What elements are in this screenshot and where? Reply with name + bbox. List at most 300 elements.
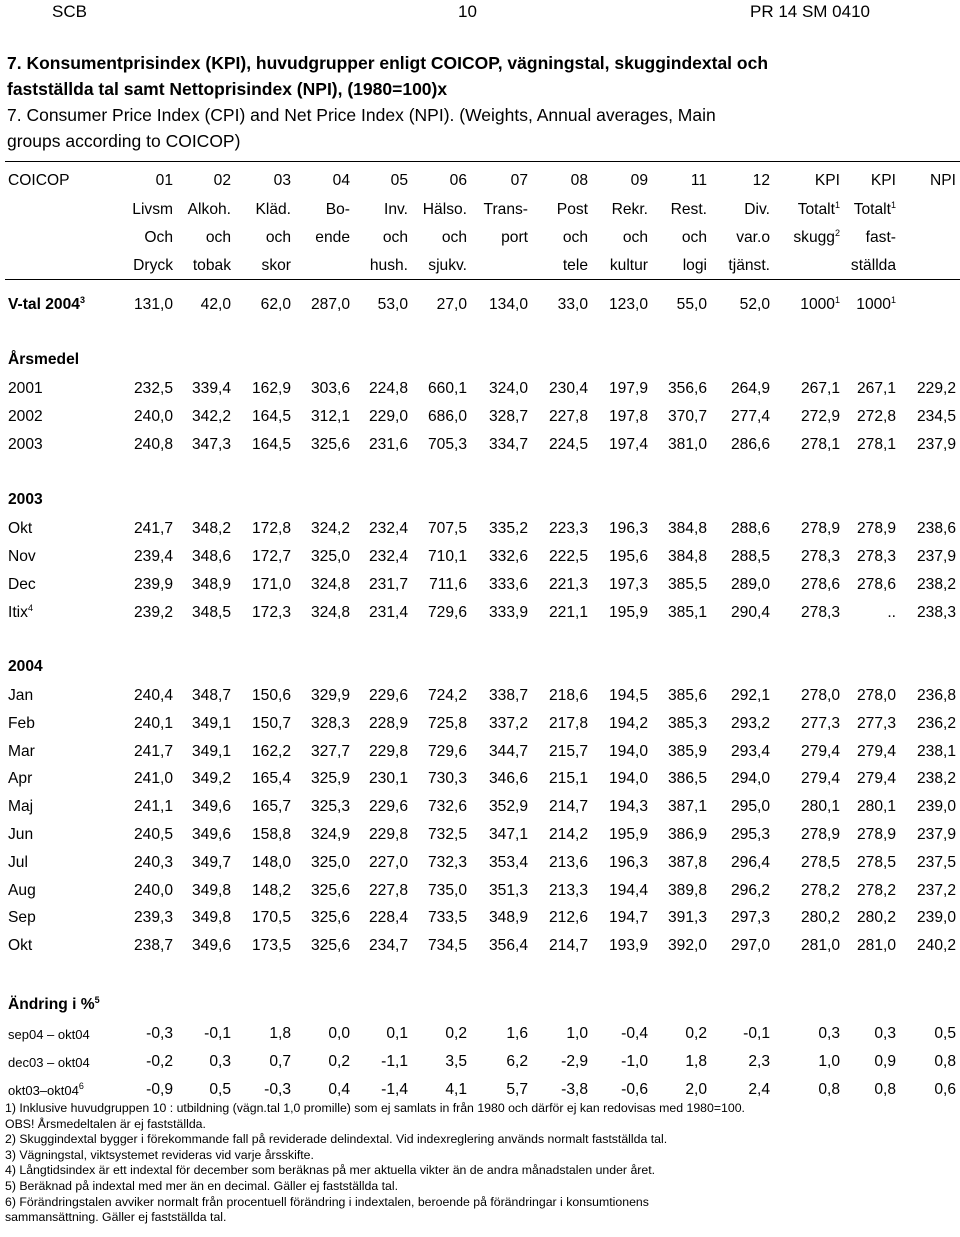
data-cell: 724,2 xyxy=(427,687,467,704)
data-cell: 148,2 xyxy=(251,881,291,899)
data-cell: 294,0 xyxy=(730,770,770,788)
data-cell: -2,9 xyxy=(561,1053,588,1070)
data-cell: 348,6 xyxy=(191,548,231,565)
title-en-line1: 7. Consumer Price Index (CPI) and Net Price Index (NPI). (Weights, Annual averages, Main xyxy=(7,105,716,125)
data-cell: 53,0 xyxy=(377,296,408,313)
data-cell: 215,7 xyxy=(548,742,588,760)
data-cell: 710,1 xyxy=(427,548,467,565)
header-cell: 09 xyxy=(630,172,648,189)
data-cell: 329,9 xyxy=(310,687,350,704)
data-cell: 232,4 xyxy=(368,548,408,565)
data-cell: 229,8 xyxy=(368,826,408,843)
data-cell: 52,0 xyxy=(739,296,770,313)
data-cell: 224,8 xyxy=(368,380,408,397)
data-cell: 347,3 xyxy=(191,436,231,453)
header-cell: ende xyxy=(315,229,350,246)
header-cell: Totalt$^1$ xyxy=(853,200,896,218)
data-cell: 349,6 xyxy=(191,826,231,843)
table-row xyxy=(0,770,960,792)
data-cell: 238,7 xyxy=(133,937,173,955)
data-cell: 240,5 xyxy=(133,826,173,843)
footnote-line: 2) Skuggindextal bygger i förekommande fall på reviderade delindextal. Vid indexreglering används normalt fastställda tal. xyxy=(5,1132,668,1147)
title-sv-line1: 7. Konsumentprisindex (KPI), huvudgrupper enligt COICOP, vägningstal, skuggindextal och xyxy=(7,53,769,73)
table-row xyxy=(0,882,960,904)
data-cell: 62,0 xyxy=(260,296,291,313)
data-cell: 348,7 xyxy=(191,687,231,704)
data-cell: 386,9 xyxy=(667,826,707,843)
header-cell: 01 xyxy=(155,172,173,189)
footnote-line: sammansättning. Gäller ej fastställda tal. xyxy=(5,1210,227,1225)
data-cell: 236,8 xyxy=(916,687,956,704)
data-cell: -0,6 xyxy=(621,1081,648,1098)
data-cell: 277,4 xyxy=(730,408,770,425)
data-cell: 729,6 xyxy=(427,604,467,621)
data-cell: 196,3 xyxy=(608,853,648,871)
data-cell: 229,0 xyxy=(368,408,408,425)
data-cell: 351,3 xyxy=(488,881,528,899)
table-row xyxy=(0,854,960,876)
data-cell: 312,1 xyxy=(310,408,350,425)
table-row xyxy=(0,436,960,458)
table-row xyxy=(0,743,960,765)
data-cell: 171,0 xyxy=(251,576,291,593)
data-cell: 0,2 xyxy=(328,1053,350,1070)
data-cell: 349,1 xyxy=(191,714,231,732)
data-cell: 349,1 xyxy=(191,742,231,760)
superscript: 2 xyxy=(834,228,840,238)
data-cell: 385,5 xyxy=(667,576,707,593)
header-cell: KPI xyxy=(870,172,896,189)
data-cell: 332,6 xyxy=(488,548,528,565)
data-cell: 0,1 xyxy=(386,1025,408,1042)
data-cell: 660,1 xyxy=(427,380,467,397)
data-cell: 33,0 xyxy=(557,296,588,313)
header-cell: och xyxy=(205,229,231,246)
data-cell: 279,4 xyxy=(856,770,896,788)
data-cell: 0,2 xyxy=(445,1025,467,1042)
data-cell: 278,5 xyxy=(856,853,896,871)
data-cell: 733,5 xyxy=(427,909,467,927)
header-cell: och xyxy=(562,229,588,246)
header-page-number: 10 xyxy=(458,2,477,21)
data-cell: 278,2 xyxy=(856,881,896,899)
data-cell: 213,6 xyxy=(548,853,588,871)
header-cell: ställda xyxy=(850,257,896,274)
data-cell: 241,7 xyxy=(133,742,173,760)
data-cell: 1,8 xyxy=(269,1025,291,1042)
table-row xyxy=(0,715,960,737)
data-cell: 385,6 xyxy=(667,687,707,704)
data-cell: 2,4 xyxy=(748,1081,770,1098)
row-label: Aug xyxy=(8,881,36,899)
table-row xyxy=(0,604,960,626)
data-cell: 279,4 xyxy=(856,742,896,760)
superscript: 1 xyxy=(834,200,840,210)
data-cell: -1,0 xyxy=(621,1053,648,1070)
header-row xyxy=(0,172,960,194)
data-cell: 277,3 xyxy=(856,714,896,732)
footnote-line: 5) Beräknad på indextal med mer än en decimal. Gäller ej fastställda tal. xyxy=(5,1178,399,1193)
data-cell: 348,5 xyxy=(191,604,231,621)
superscript: 5 xyxy=(94,995,100,1005)
data-cell: 240,4 xyxy=(133,687,173,704)
data-cell: 325,6 xyxy=(310,881,350,899)
data-cell: -0,3 xyxy=(146,1025,173,1042)
header-cell: Bo- xyxy=(325,201,350,218)
data-cell: 278,3 xyxy=(800,548,840,565)
header-cell: tele xyxy=(562,257,588,274)
data-cell: 0,2 xyxy=(685,1025,707,1042)
data-cell: 356,6 xyxy=(667,380,707,397)
footnote-line: 3) Vägningstal, viktsystemet revideras vid varje årsskifte. xyxy=(5,1147,314,1162)
row-label: Apr xyxy=(8,770,33,788)
data-cell: 391,3 xyxy=(667,909,707,927)
data-cell: 172,3 xyxy=(251,604,291,621)
data-cell: 267,1 xyxy=(856,380,896,397)
data-cell: 296,4 xyxy=(730,853,770,871)
header-cell: och xyxy=(681,229,707,246)
data-cell: 324,9 xyxy=(310,826,350,843)
table-row xyxy=(0,1025,960,1047)
data-cell: 239,4 xyxy=(133,548,173,565)
data-cell: 385,3 xyxy=(667,714,707,732)
data-cell: 164,5 xyxy=(251,436,291,453)
data-cell: 214,7 xyxy=(548,798,588,816)
data-cell: 239,0 xyxy=(916,909,956,927)
header-cell: tjänst. xyxy=(728,257,770,274)
data-cell: 0,3 xyxy=(209,1053,231,1070)
table-row xyxy=(0,408,960,430)
data-cell: 195,9 xyxy=(608,604,648,621)
data-cell: 325,9 xyxy=(310,770,350,788)
data-cell: 234,5 xyxy=(916,408,956,425)
data-cell: 227,8 xyxy=(548,408,588,425)
header-cell: Rekr. xyxy=(611,201,648,218)
data-cell: 334,7 xyxy=(488,436,528,453)
data-cell: -0,3 xyxy=(264,1081,291,1098)
data-cell: 194,5 xyxy=(608,687,648,704)
data-cell: 327,7 xyxy=(310,742,350,760)
row-label: Mar xyxy=(8,742,35,760)
data-cell: 324,8 xyxy=(310,576,350,593)
data-cell: 290,4 xyxy=(730,604,770,621)
header-cell: Totalt$^1$ xyxy=(797,200,840,218)
data-cell: 385,9 xyxy=(667,742,707,760)
data-cell: 240,0 xyxy=(133,408,173,425)
data-cell: 228,9 xyxy=(368,714,408,732)
header-cell: Hälso. xyxy=(422,201,467,218)
data-cell: 0,6 xyxy=(934,1081,956,1098)
data-cell: 238,1 xyxy=(916,742,956,760)
header-cell: hush. xyxy=(369,257,408,274)
data-cell: 353,4 xyxy=(488,853,528,871)
data-cell: 1000$^1$ xyxy=(856,295,896,313)
data-cell: 194,3 xyxy=(608,798,648,816)
data-cell: 221,1 xyxy=(548,604,588,621)
header-cell: 07 xyxy=(510,172,528,189)
data-cell: 337,2 xyxy=(488,714,528,732)
data-cell: 0,8 xyxy=(818,1081,840,1098)
data-cell: 2,3 xyxy=(748,1053,770,1070)
data-cell: 278,0 xyxy=(800,687,840,704)
data-cell: 238,6 xyxy=(916,520,956,537)
data-cell: 279,4 xyxy=(800,742,840,760)
data-cell: 170,5 xyxy=(251,909,291,927)
footnotes xyxy=(5,1101,955,1226)
data-cell: 0,8 xyxy=(874,1081,896,1098)
table-row xyxy=(0,798,960,820)
data-cell: 1,0 xyxy=(566,1025,588,1042)
data-cell: 240,3 xyxy=(133,853,173,871)
data-cell: 240,0 xyxy=(133,881,173,899)
data-cell: 162,9 xyxy=(251,380,291,397)
data-cell: 387,1 xyxy=(667,798,707,816)
data-cell: 389,8 xyxy=(667,881,707,899)
data-cell: 280,1 xyxy=(856,798,896,816)
data-cell: 158,8 xyxy=(251,826,291,843)
header-row xyxy=(0,257,960,279)
row-label: V-tal 2004$^3$ xyxy=(8,295,85,313)
row-label: dec03 – okt04 xyxy=(8,1055,90,1070)
data-cell: 734,5 xyxy=(427,937,467,955)
data-cell: 347,1 xyxy=(488,826,528,843)
data-cell: 328,7 xyxy=(488,408,528,425)
header-cell: 06 xyxy=(449,172,467,189)
section-heading: Årsmedel xyxy=(8,351,80,368)
data-cell: 150,6 xyxy=(251,687,291,704)
data-cell: 230,4 xyxy=(548,380,588,397)
data-cell: 287,0 xyxy=(310,296,350,313)
data-cell: 297,0 xyxy=(730,937,770,955)
table-row xyxy=(0,826,960,848)
data-cell: 231,4 xyxy=(368,604,408,621)
header-right: PR 14 SM 0410 xyxy=(749,2,870,21)
data-cell: 348,9 xyxy=(488,909,528,927)
data-cell: 1,0 xyxy=(818,1053,840,1070)
data-cell: 194,4 xyxy=(608,881,648,899)
data-cell: 288,6 xyxy=(730,520,770,537)
data-cell: 278,3 xyxy=(800,604,840,621)
footnote-line: OBS! Årsmedeltalen är ej fastställda. xyxy=(5,1116,206,1131)
title-sv-line2: fastställda tal samt Nettoprisindex (NPI), (1980=100)x xyxy=(7,79,448,99)
data-cell: 325,0 xyxy=(310,853,350,871)
data-cell: 348,9 xyxy=(191,576,231,593)
row-label: 2003 xyxy=(8,436,43,453)
header-cell: Dryck xyxy=(133,257,173,274)
row-label: sep04 – okt04 xyxy=(8,1027,90,1042)
data-cell: 0,4 xyxy=(328,1081,350,1098)
data-cell: 293,4 xyxy=(730,742,770,760)
header-cell: 11 xyxy=(690,172,707,189)
footnote-line: 4) Långtidsindex är ett indextal för december som beräknas på mer aktuella vikter än de andra månadstalen under året. xyxy=(5,1163,656,1178)
data-cell: 280,2 xyxy=(856,909,896,927)
header-cell: Trans- xyxy=(483,201,528,218)
row-label: Jul xyxy=(8,853,28,871)
data-cell: 239,0 xyxy=(916,798,956,816)
row-label: Jan xyxy=(8,687,34,704)
data-cell: 349,6 xyxy=(191,937,231,955)
data-cell: 281,0 xyxy=(800,937,840,955)
header-cell: 04 xyxy=(332,172,350,189)
row-label: Nov xyxy=(8,548,36,565)
data-cell: 686,0 xyxy=(427,408,467,425)
data-cell: -0,2 xyxy=(146,1053,173,1070)
data-cell: 195,9 xyxy=(608,826,648,843)
data-cell: 148,0 xyxy=(251,853,291,871)
data-cell: 123,0 xyxy=(608,296,648,313)
data-cell: 237,9 xyxy=(916,826,956,843)
data-cell: 278,2 xyxy=(800,881,840,899)
data-cell: 735,0 xyxy=(427,881,467,899)
header-cell: Kläd. xyxy=(255,201,291,218)
data-cell: 392,0 xyxy=(667,937,707,955)
data-cell: 0,3 xyxy=(818,1025,840,1042)
data-cell: 42,0 xyxy=(200,296,231,313)
table-row xyxy=(0,548,960,570)
data-cell: 218,6 xyxy=(548,687,588,704)
data-cell: 4,1 xyxy=(445,1081,467,1098)
data-cell: 264,9 xyxy=(730,380,770,397)
data-cell: 325,3 xyxy=(310,798,350,816)
data-cell: 194,7 xyxy=(608,909,648,927)
table-row xyxy=(0,296,960,318)
data-cell: 232,4 xyxy=(368,520,408,537)
data-cell: 162,2 xyxy=(251,742,291,760)
row-label: Okt xyxy=(8,937,33,955)
data-cell: 279,4 xyxy=(800,770,840,788)
row-label: Sep xyxy=(8,909,36,927)
header-cell: Alkoh. xyxy=(187,201,231,218)
row-label: Jun xyxy=(8,826,34,843)
data-cell: 195,6 xyxy=(608,548,648,565)
title-en-line2: groups according to COICOP) xyxy=(7,131,241,151)
data-cell: 164,5 xyxy=(251,408,291,425)
row-label: Dec xyxy=(8,576,36,593)
section-heading: Ändring i %$^5$ xyxy=(8,995,100,1013)
data-cell: 277,3 xyxy=(800,714,840,732)
data-cell: 197,3 xyxy=(608,576,648,593)
data-cell: 165,4 xyxy=(251,770,291,788)
data-cell: 238,3 xyxy=(916,604,956,621)
data-cell: 237,9 xyxy=(916,548,956,565)
data-cell: 339,4 xyxy=(191,380,231,397)
data-cell: 222,5 xyxy=(548,548,588,565)
data-cell: 229,6 xyxy=(368,687,408,704)
data-cell: 292,1 xyxy=(730,687,770,704)
data-cell: 239,3 xyxy=(133,909,173,927)
data-cell: 278,5 xyxy=(800,853,840,871)
header-cell: skugg$^2$ xyxy=(793,228,840,246)
data-cell: 732,3 xyxy=(427,853,467,871)
data-cell: 194,0 xyxy=(608,742,648,760)
header-cell: skor xyxy=(261,257,291,274)
data-cell: 349,2 xyxy=(191,770,231,788)
data-cell: 197,9 xyxy=(608,380,648,397)
data-cell: 352,9 xyxy=(488,798,528,816)
table-row xyxy=(0,687,960,709)
superscript: 1 xyxy=(890,295,896,305)
superscript: 1 xyxy=(890,200,896,210)
rule-header-bottom xyxy=(5,279,960,280)
header-cell: port xyxy=(501,229,528,246)
table-row xyxy=(0,520,960,542)
data-cell: 267,1 xyxy=(800,380,840,397)
table-row xyxy=(0,909,960,931)
data-cell: 215,1 xyxy=(548,770,588,788)
data-cell: .. xyxy=(887,604,896,621)
data-cell: 278,3 xyxy=(856,548,896,565)
data-cell: 384,8 xyxy=(667,520,707,537)
header-cell: COICOP xyxy=(8,172,70,189)
data-cell: 278,9 xyxy=(856,520,896,537)
table-row xyxy=(0,1053,960,1075)
data-cell: 241,0 xyxy=(133,770,173,788)
header-cell: NPI xyxy=(930,172,956,189)
data-cell: 333,6 xyxy=(488,576,528,593)
header-cell: 12 xyxy=(752,172,770,189)
data-cell: 0,8 xyxy=(934,1053,956,1070)
row-label: $okt03-okt04^6$ xyxy=(8,1081,84,1098)
data-cell: 342,2 xyxy=(191,408,231,425)
data-cell: 325,6 xyxy=(310,436,350,453)
data-cell: 55,0 xyxy=(676,296,707,313)
data-cell: 370,7 xyxy=(667,408,707,425)
data-cell: 278,0 xyxy=(856,687,896,704)
row-label: Feb xyxy=(8,714,35,732)
data-cell: 293,2 xyxy=(730,714,770,732)
data-cell: 346,6 xyxy=(488,770,528,788)
data-cell: 231,6 xyxy=(368,436,408,453)
data-cell: 0,5 xyxy=(209,1081,231,1098)
data-cell: 325,0 xyxy=(310,548,350,565)
data-cell: 237,2 xyxy=(916,881,956,899)
data-cell: 705,3 xyxy=(427,436,467,453)
data-cell: 295,3 xyxy=(730,826,770,843)
data-cell: 385,1 xyxy=(667,604,707,621)
data-cell: 230,1 xyxy=(368,770,408,788)
header-cell: Rest. xyxy=(670,201,707,218)
data-cell: 384,8 xyxy=(667,548,707,565)
data-cell: 27,0 xyxy=(436,296,467,313)
superscript: 1 xyxy=(834,295,840,305)
data-cell: 1000$^1$ xyxy=(800,295,840,313)
data-cell: 286,6 xyxy=(730,436,770,453)
superscript: 3 xyxy=(79,295,85,305)
data-cell: 241,7 xyxy=(133,520,173,537)
data-cell: 272,8 xyxy=(856,408,896,425)
data-cell: 349,7 xyxy=(191,853,231,871)
header-cell: kultur xyxy=(609,257,648,274)
data-cell: 1,8 xyxy=(685,1053,707,1070)
data-cell: 231,7 xyxy=(368,576,408,593)
table-row xyxy=(0,937,960,959)
data-cell: 272,9 xyxy=(800,408,840,425)
data-cell: 5,7 xyxy=(506,1081,528,1098)
data-cell: 324,8 xyxy=(310,604,350,621)
data-cell: 238,2 xyxy=(916,576,956,593)
header-cell: 05 xyxy=(390,172,408,189)
data-cell: 725,8 xyxy=(427,714,467,732)
data-cell: 229,6 xyxy=(368,798,408,816)
data-cell: -0,4 xyxy=(621,1025,648,1042)
data-cell: 278,6 xyxy=(856,576,896,593)
header-cell: fast- xyxy=(865,229,896,246)
data-cell: 6,2 xyxy=(506,1053,528,1070)
header-cell: och xyxy=(441,229,467,246)
data-cell: 214,7 xyxy=(548,937,588,955)
data-cell: -0,1 xyxy=(204,1025,231,1042)
data-cell: 193,9 xyxy=(608,937,648,955)
